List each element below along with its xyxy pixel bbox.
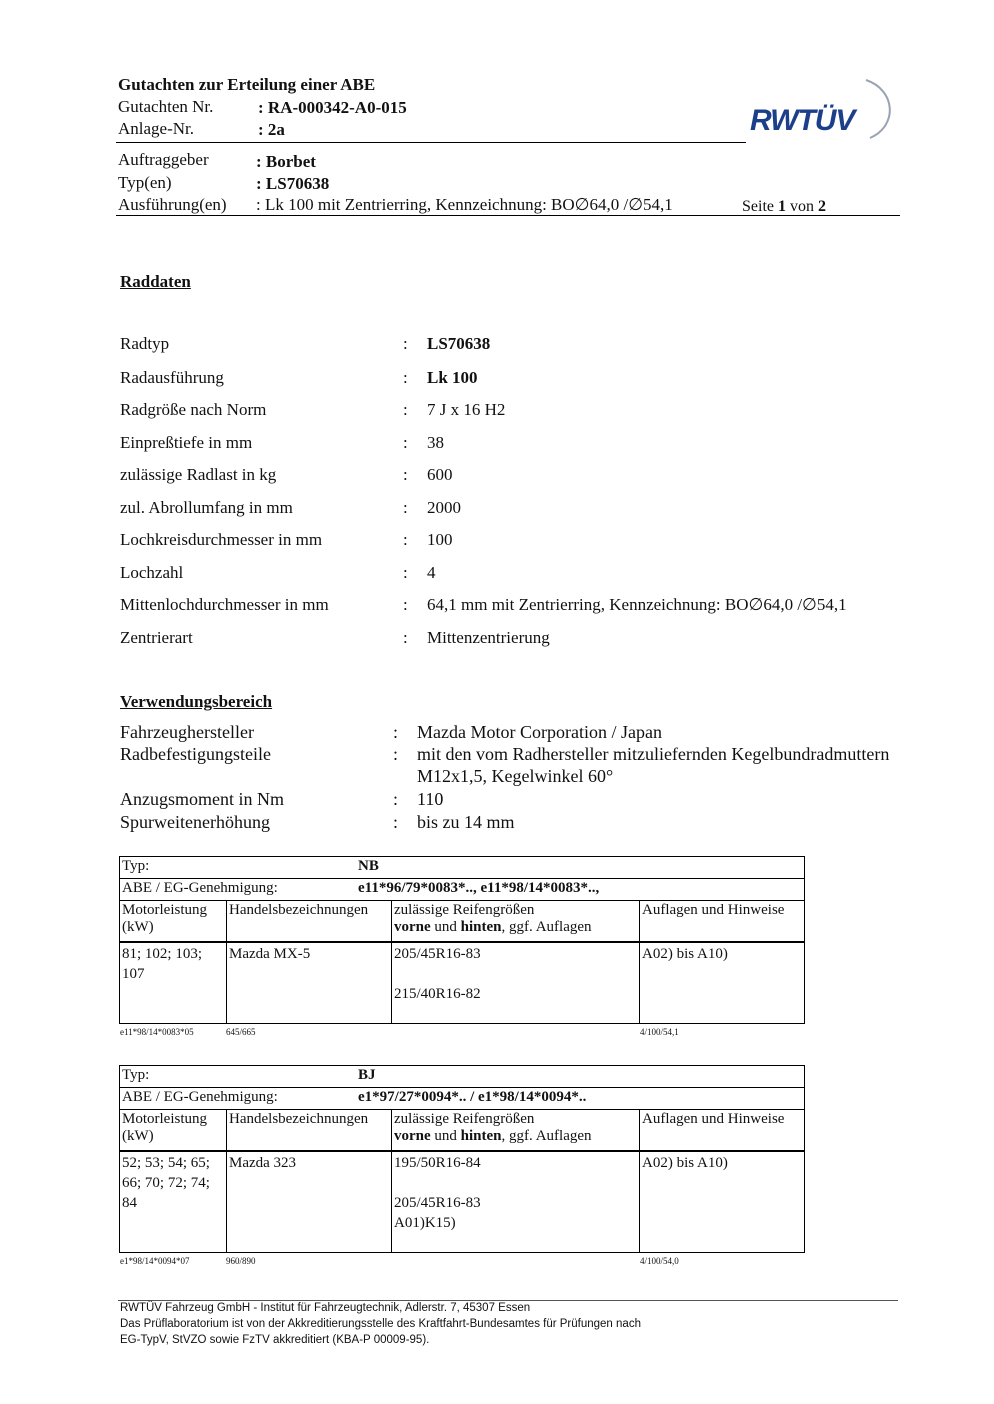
col-reifen-header [391, 1110, 639, 1150]
logo-text: RWTÜV [750, 104, 855, 137]
handel-value: Mazda 323 [229, 1155, 297, 1171]
col-motor-unit: (kW) [122, 1128, 154, 1144]
raddaten-colon: : [403, 368, 408, 387]
raddaten-colon: : [403, 433, 408, 452]
verwendung-value: Mazda Motor Corporation / Japan [417, 722, 662, 742]
reifen-line [394, 1173, 637, 1193]
col-reifen-label: zulässige Reifengrößen [394, 902, 535, 918]
reifen-line: 195/50R16-84 [394, 1155, 481, 1171]
typ-value: BJ [358, 1067, 376, 1083]
raddaten-label: zulässige Radlast in kg [120, 465, 277, 484]
table-row [120, 1152, 804, 1252]
verwendung-colon: : [393, 812, 399, 832]
col-reifen-hinten: hinten [460, 1128, 502, 1144]
col-handel-label: Handelsbezeichnungen [229, 1111, 369, 1127]
raddaten-value: 7 J x 16 H2 [427, 400, 506, 419]
typ-value-cell [356, 857, 656, 878]
reifen-cell [391, 1152, 639, 1252]
raddaten-label: Mittenlochdurchmesser in mm [120, 595, 329, 614]
motor-cell [120, 943, 226, 1023]
col-reifen-label: zulässige Reifengrößen [394, 1111, 535, 1127]
auflagen-cell [639, 943, 806, 1023]
raddaten-value: 4 [427, 563, 436, 582]
col-reifen-und: und [430, 919, 461, 935]
raddaten-value: 38 [427, 433, 444, 452]
raddaten-value: Mittenzentrierung [427, 628, 550, 647]
reifen-line [394, 964, 637, 984]
verwendung-colon: : [393, 722, 399, 742]
raddaten-value: 100 [427, 530, 453, 549]
handel-cell [226, 1152, 391, 1252]
motor-line: 66; 70; 72; 74; [122, 1175, 210, 1191]
raddaten-colon: : [403, 334, 408, 353]
table-footnote-pcd: 4/100/54,1 [640, 1027, 679, 1037]
motor-cell [120, 1152, 226, 1252]
raddaten-label: Einpreßtiefe in mm [120, 433, 253, 452]
motor-line: 81; 102; 103; [122, 946, 203, 962]
col-reifen-vorne: vorne [394, 919, 431, 935]
raddaten-label: Radtyp [120, 334, 170, 353]
verwendung-label: Anzugsmoment in Nm [120, 789, 284, 809]
footer-line-2: Das Prüflaboratorium ist von der Akkreditierungsstelle des Kraftfahrt-Bundesamtes für Prüfungen nach [120, 1318, 641, 1330]
raddaten-label: zul. Abrollumfang in mm [120, 498, 293, 517]
col-auflagen-label: Auflagen und Hinweise [642, 902, 785, 918]
auftraggeber-label: Auftraggeber [118, 150, 209, 169]
raddaten-colon: : [403, 595, 408, 614]
raddaten-label: Lochkreisdurchmesser in mm [120, 530, 323, 549]
raddaten-colon: : [403, 563, 408, 582]
col-motor-unit: (kW) [122, 919, 154, 935]
col-reifen-hinten: hinten [460, 919, 502, 935]
col-reifen-auflagen: , ggf. Auflagen [501, 919, 592, 935]
table-footnote-codes: 645/665 [226, 1027, 256, 1037]
anlage-nr-value: : 2a [258, 120, 285, 139]
gutachten-nr-value: : RA-000342-A0-015 [258, 98, 407, 117]
gutachten-nr-label: Gutachten Nr. [118, 97, 214, 116]
verwendung-colon: : [393, 744, 399, 764]
abe-label: ABE / EG-Genehmigung: [122, 1089, 278, 1105]
col-handel-header [226, 1110, 391, 1150]
raddaten-colon: : [403, 465, 408, 484]
col-motor-header [120, 901, 226, 941]
anlage-nr-label: Anlage-Nr. [118, 119, 195, 138]
auftraggeber-value: : Borbet [256, 152, 316, 171]
auflagen-cell [639, 1152, 806, 1252]
verwendung-value: mit den vom Radhersteller mitzuliefernden Kegelbundradmuttern [417, 744, 890, 764]
verwendung-value: bis zu 14 mm [417, 812, 515, 832]
abe-value: e11*96/79*0083*.., e11*98/14*0083*.., [358, 880, 600, 896]
auflagen-value: A02) bis A10) [642, 1155, 728, 1171]
raddaten-colon: : [403, 400, 408, 419]
abe-label-cell [120, 1088, 350, 1109]
verwendung-value-continued: M12x1,5, Kegelwinkel 60° [417, 766, 614, 786]
verwendung-heading: Verwendungsbereich [120, 692, 273, 711]
typ-row [120, 857, 804, 879]
typ-label: Typ: [122, 1067, 150, 1083]
abe-label: ABE / EG-Genehmigung: [122, 880, 278, 896]
col-auflagen-header [639, 901, 806, 941]
ausfuehrung-value: : Lk 100 mit Zentrierring, Kennzeichnung: BO∅64,0 /∅54,1 [256, 195, 673, 214]
column-header-row [120, 901, 804, 943]
verwendung-label: Fahrzeughersteller [120, 722, 254, 742]
motor-line: 107 [122, 966, 145, 982]
raddaten-colon: : [403, 498, 408, 517]
footer-line-3: EG-TypV, StVZO sowie FzTV akkreditiert (KBA-P 00009-95). [120, 1334, 430, 1346]
header-divider [116, 142, 746, 143]
rwtuev-logo [748, 76, 898, 148]
verwendung-label: Spurweitenerhöhung [120, 812, 270, 832]
raddaten-value: LS70638 [427, 334, 491, 353]
verwendung-colon: : [393, 789, 399, 809]
raddaten-value: 64,1 mm mit Zentrierring, Kennzeichnung: BO∅64,0 /∅54,1 [427, 595, 847, 614]
raddaten-label: Zentrierart [120, 628, 193, 647]
typ-label: Typ: [122, 858, 150, 874]
typ-label-cell [120, 1066, 350, 1087]
raddaten-label: Radausführung [120, 368, 224, 387]
abe-row [120, 1088, 804, 1110]
table-footnote-approval: e1*98/14*0094*07 [120, 1256, 190, 1266]
typ-value: NB [358, 858, 379, 874]
typen-value: : LS70638 [256, 174, 330, 193]
verwendung-label: Radbefestigungsteile [120, 744, 271, 764]
reifen-line: 215/40R16-82 [394, 986, 481, 1002]
raddaten-value: Lk 100 [427, 368, 478, 387]
motor-line: 52; 53; 54; 65; [122, 1155, 210, 1171]
raddaten-label: Radgröße nach Norm [120, 400, 267, 419]
vehicle-table [119, 1065, 805, 1253]
col-motor-label: Motorleistung [122, 1111, 207, 1127]
table-footnote-approval: e11*98/14*0083*05 [120, 1027, 194, 1037]
reifen-line: 205/45R16-83 [394, 1195, 481, 1211]
footer-rule [118, 1300, 898, 1301]
column-header-row [120, 1110, 804, 1152]
col-handel-header [226, 901, 391, 941]
table-row [120, 943, 804, 1023]
ausfuehrung-label: Ausführung(en) [118, 195, 227, 214]
raddaten-heading: Raddaten [120, 272, 191, 291]
col-reifen-header [391, 901, 639, 941]
abe-value-cell [356, 1088, 796, 1109]
col-motor-header [120, 1110, 226, 1150]
typ-value-cell [356, 1066, 656, 1087]
handel-cell [226, 943, 391, 1023]
handel-value: Mazda MX-5 [229, 946, 311, 962]
col-reifen-und: und [430, 1128, 461, 1144]
col-auflagen-header [639, 1110, 806, 1150]
raddaten-colon: : [403, 628, 408, 647]
raddaten-value: 2000 [427, 498, 461, 517]
col-auflagen-label: Auflagen und Hinweise [642, 1111, 785, 1127]
col-reifen-auflagen: , ggf. Auflagen [501, 1128, 592, 1144]
motor-line: 84 [122, 1195, 137, 1211]
col-motor-label: Motorleistung [122, 902, 207, 918]
header-bottom-rule [116, 215, 900, 216]
col-handel-label: Handelsbezeichnungen [229, 902, 369, 918]
col-reifen-vorne: vorne [394, 1128, 431, 1144]
reifen-line: A01)K15) [394, 1215, 456, 1231]
reifen-line: 205/45R16-83 [394, 946, 481, 962]
typ-label-cell [120, 857, 350, 878]
reifen-cell [391, 943, 639, 1023]
vehicle-table [119, 856, 805, 1024]
abe-value: e1*97/27*0094*.. / e1*98/14*0094*.. [358, 1089, 587, 1105]
abe-value-cell [356, 879, 796, 900]
report-title: Gutachten zur Erteilung einer ABE [118, 75, 376, 94]
raddaten-colon: : [403, 530, 408, 549]
abe-row [120, 879, 804, 901]
footer-line-1: RWTÜV Fahrzeug GmbH - Institut für Fahrzeugtechnik, Adlerstr. 7, 45307 Essen [120, 1302, 531, 1314]
verwendung-value: 110 [417, 789, 444, 809]
table-footnote-pcd: 4/100/54,0 [640, 1256, 679, 1266]
abe-label-cell [120, 879, 350, 900]
page-indicator: Seite 1 von 2 [742, 198, 826, 215]
table-footnote-codes: 960/890 [226, 1256, 256, 1266]
auflagen-value: A02) bis A10) [642, 946, 728, 962]
raddaten-label: Lochzahl [120, 563, 184, 582]
raddaten-value: 600 [427, 465, 453, 484]
typen-label: Typ(en) [118, 173, 172, 192]
typ-row [120, 1066, 804, 1088]
